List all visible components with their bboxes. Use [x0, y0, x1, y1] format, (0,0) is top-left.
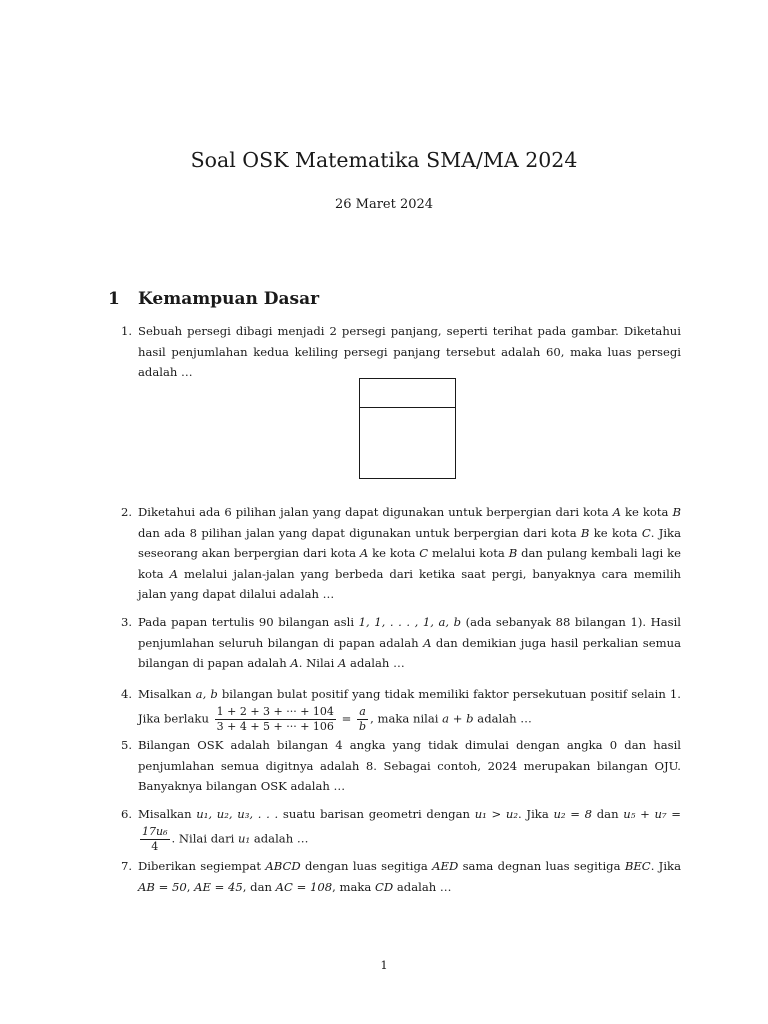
text-run: . Jika seseorang akan berpergian dari kota — [138, 525, 681, 560]
math-var: A — [423, 635, 432, 650]
math-expression: a + b — [442, 711, 474, 725]
u6-fraction — [140, 825, 170, 854]
text-run: bilangan bulat positif yang tidak memiliki faktor persekutuan positif selain 1. Jika berlaku — [138, 687, 681, 725]
text-run: adalah … — [393, 879, 452, 894]
text-run: melalui jalan-jalan yang berbeda dari ketika saat pergi, banyaknya cara memilih jalan yang dapat dilalui adalah … — [138, 566, 682, 601]
text-run: Pada papan tertulis 90 bilangan asli — [138, 615, 359, 629]
fraction-denominator: b — [359, 719, 367, 733]
sum-fraction — [215, 705, 336, 734]
math-var: A — [612, 505, 621, 519]
problem-text — [138, 804, 681, 854]
math-var: B — [508, 546, 518, 560]
problem-number: 6. — [121, 807, 133, 821]
problem-text — [138, 612, 681, 674]
text-run: , maka nilai — [370, 711, 443, 725]
text-run: (ada sebanyak 88 bilangan 1). Hasil penjumlahan seluruh bilangan di papan adalah — [138, 615, 681, 650]
math-expression: u₂ = 8 — [553, 807, 593, 821]
problem-number: 3. — [121, 615, 133, 629]
text-run: dan — [592, 807, 624, 821]
text-run: Misalkan — [138, 687, 196, 701]
text-run: ke kota — [368, 546, 420, 560]
ab-fraction — [357, 705, 368, 734]
text-run: . Nilai dari — [171, 831, 239, 845]
problem-number: 1. — [121, 324, 133, 338]
text-run: dengan luas segitiga — [300, 859, 433, 873]
math-var: B — [672, 505, 681, 519]
page-number: 1 — [380, 958, 388, 972]
math-expression: CD — [375, 879, 394, 894]
fraction-numerator: a — [357, 705, 368, 720]
text-run: . Jika — [650, 859, 681, 873]
math-expression: ABCD — [265, 859, 301, 873]
problem-text — [138, 856, 681, 897]
problem-number: 2. — [121, 505, 133, 519]
text-run: ke kota — [620, 505, 673, 519]
text-run: Diketahui ada 6 pilihan jalan yang dapat digunakan untuk berpergian dari kota — [138, 505, 613, 519]
text-run: adalah … — [346, 656, 405, 670]
text-run: . Jika — [518, 807, 554, 821]
problem-4 — [121, 684, 681, 734]
equals-sign: = — [337, 711, 356, 725]
fraction-denominator: 4 — [151, 839, 159, 853]
math-var: A — [359, 546, 369, 560]
problem-number: 7. — [121, 859, 133, 873]
problem-text — [138, 502, 681, 605]
document-title: Soal OSK Matematika SMA/MA 2024 — [190, 148, 578, 172]
math-expression: BEC — [624, 859, 651, 873]
text-run: suatu barisan geometri dengan — [278, 807, 475, 821]
text-run: melalui kota — [428, 546, 509, 560]
text-run: sama degnan luas segitiga — [458, 859, 625, 873]
text-run: ke kota — [589, 525, 642, 540]
math-expression: u₅ + u₇ = — [623, 807, 682, 821]
math-var: A — [169, 566, 178, 581]
problem-2 — [121, 502, 681, 605]
math-var: C — [641, 525, 651, 540]
section-heading — [108, 287, 319, 311]
problem-5 — [121, 735, 681, 797]
text-run: dan demikian juga hasil perkalian semua bilangan di papan adalah — [138, 635, 681, 670]
problem-6 — [121, 804, 681, 854]
text-run: . Nilai — [298, 656, 338, 670]
problem-number: 5. — [121, 738, 133, 752]
math-expression: a, b — [195, 687, 218, 701]
math-expression: 1, 1, . . . , 1, a, b — [358, 615, 462, 629]
math-var: A — [337, 656, 347, 670]
text-run: dan pulang kembali lagi ke kota — [138, 546, 681, 581]
section-number: 1 — [108, 289, 120, 309]
math-var: B — [580, 525, 590, 540]
math-expression: u₁, u₂, u₃, . . . — [196, 807, 279, 821]
problem-text: Sebuah persegi dibagi menjadi 2 persegi panjang, seperti terihat pada gambar. Diketahui hasil penjumlahan kedua keliling persegi panjang tersebut adalah 60, maka luas persegi adalah … — [138, 324, 681, 379]
math-expression: u₁ — [238, 831, 251, 845]
math-expression: AB = 50 — [138, 879, 187, 894]
text-run: Misalkan — [138, 807, 197, 821]
problem-text: Bilangan OSK adalah bilangan 4 angka yang tidak dimulai dengan angka 0 dan hasil penjumlahan semua digitnya adalah 8. Sebagai contoh, 2024 merupakan bilangan OJU. Banyaknya bilangan OSK adalah … — [138, 738, 681, 793]
section-title: Kemampuan Dasar — [138, 289, 320, 309]
document-date: 26 Maret 2024 — [334, 197, 434, 212]
text-run: , dan — [242, 879, 276, 894]
math-expression: u₁ > u₂ — [474, 807, 519, 821]
math-expression: AE = 45 — [194, 879, 243, 894]
square-figure — [359, 378, 456, 479]
math-expression: AED — [432, 859, 459, 873]
text-run: adalah … — [250, 831, 309, 845]
text-run: Diberikan segiempat — [138, 859, 266, 873]
fraction-denominator: 3 + 4 + 5 + ··· + 106 — [216, 719, 334, 733]
math-var: A — [290, 656, 299, 670]
problem-1 — [121, 321, 681, 383]
problem-number: 4. — [121, 687, 133, 701]
problem-text — [138, 684, 681, 734]
fraction-numerator: 1 + 2 + 3 + ··· + 104 — [216, 704, 334, 718]
fraction-numerator: 17u₆ — [142, 824, 168, 838]
text-run: , maka — [332, 879, 376, 894]
text-run: , — [186, 879, 195, 894]
text-run: adalah … — [473, 711, 532, 725]
math-var: C — [419, 546, 429, 560]
square-divider-line — [360, 407, 455, 408]
problem-7 — [121, 856, 681, 897]
text-run: dan ada 8 pilihan jalan yang dapat digunakan untuk berpergian dari kota — [138, 525, 581, 540]
math-expression: AC = 108 — [275, 879, 333, 894]
problem-3 — [121, 612, 681, 674]
